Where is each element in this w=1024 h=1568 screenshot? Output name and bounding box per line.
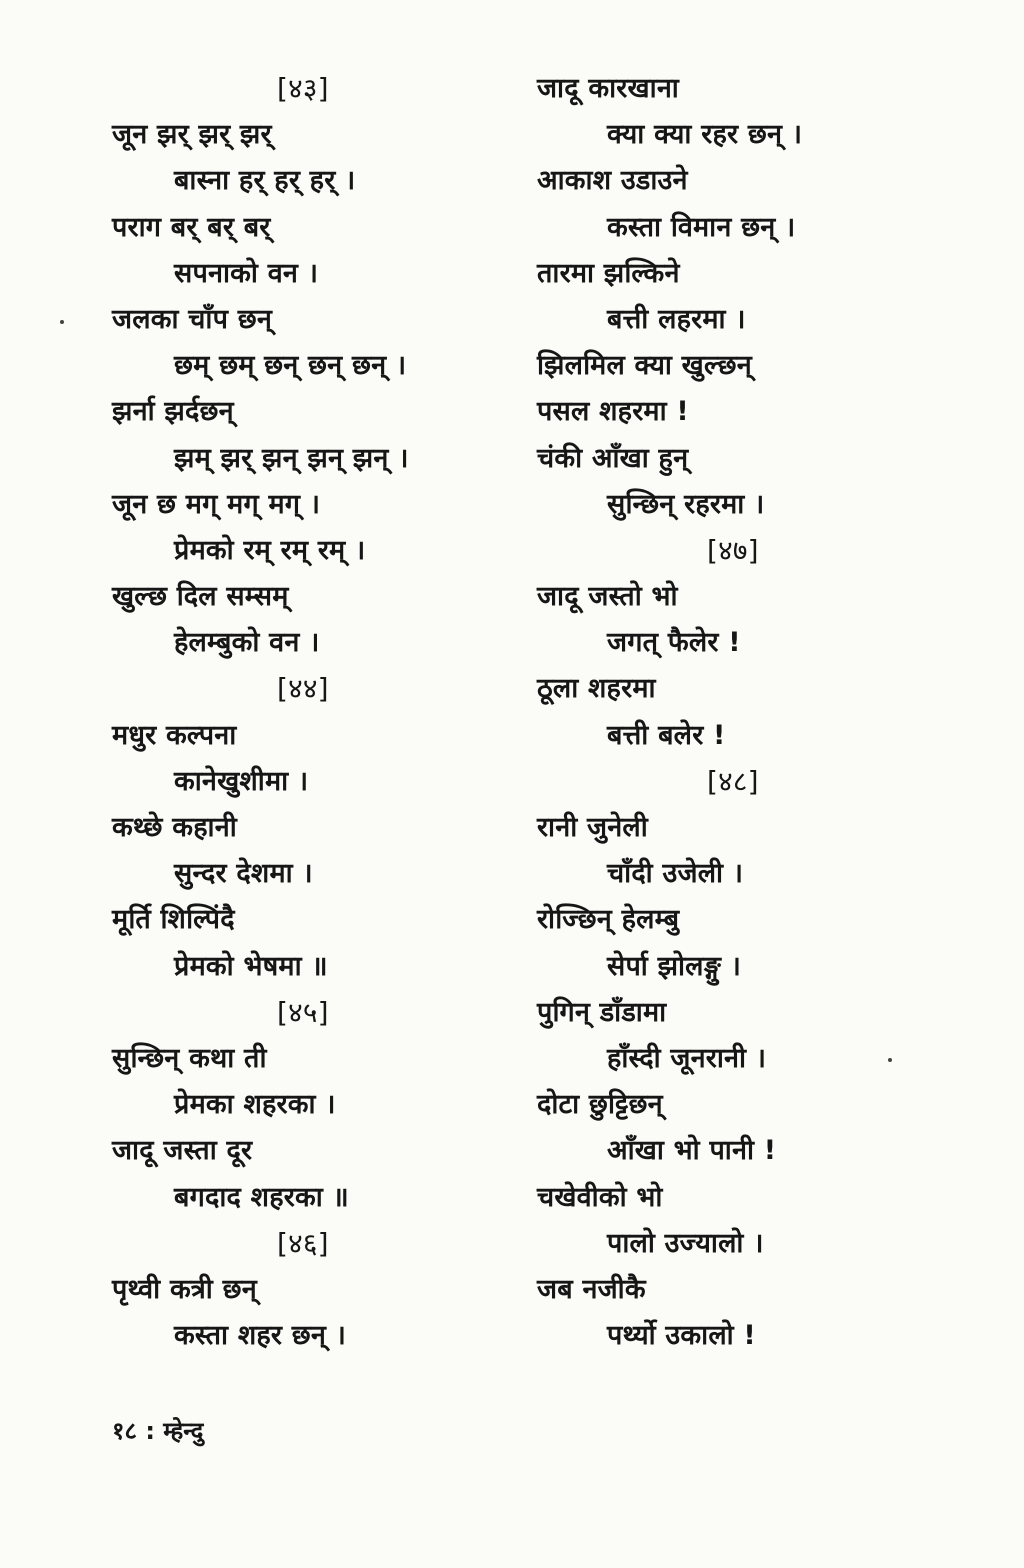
poem-line: जून झर् झर् झर् (112, 119, 272, 151)
poem-line: तारमा झल्किने (537, 257, 680, 289)
poem-line: आँखा भो पानी ! (607, 1135, 777, 1167)
page-footer: १८ : म्हेन्दु (112, 1417, 204, 1445)
poem-line: ठूला शहरमा (537, 673, 656, 705)
stanza-number: [४८] (707, 764, 759, 798)
poem-line: जादू कारखाना (537, 73, 679, 104)
poem-line: मधुर कल्पना (112, 719, 237, 751)
poem-line: जलका चाँप छन् (112, 303, 273, 335)
poem-line: चाँदी उजेली । (607, 858, 744, 890)
poem-line: कस्ता शहर छन् । (174, 1320, 347, 1352)
poem-line: बत्ती बलेर ! (607, 719, 726, 751)
poem-line: सेर्पा झोलङ्गु । (607, 950, 742, 982)
poem-line: हेलम्बुको वन । (174, 627, 320, 659)
poem-line: सुन्दर देशमा । (174, 858, 313, 890)
poem-line: क्या क्या रहर छन् । (607, 119, 803, 151)
poem-line: जब नजीकै (537, 1273, 646, 1305)
poem-line: पृथ्वी कत्री छन् (112, 1273, 257, 1305)
poem-line: पालो उज्यालो । (607, 1227, 764, 1259)
poem-line: झिलमिल क्या खुल्छन् (537, 350, 752, 382)
stanza-number: [४६] (277, 1226, 329, 1260)
poem-line: पुगिन् डाँडामा (537, 996, 667, 1028)
poem-line: रोज्छिन् हेलम्बु (537, 904, 680, 936)
poem-line: प्रेमको भेषमा ॥ (174, 950, 328, 982)
poem-line: छम् छम् छन् छन् छन् । (174, 350, 407, 382)
poem-line: पर्थ्यो उकालो ! (607, 1320, 756, 1352)
poem-line: पसल शहरमा ! (537, 396, 689, 428)
stanza-number: [४७] (707, 533, 759, 567)
poem-line: जादू जस्तो भो (537, 581, 678, 613)
poem-line: जादू जस्ता दूर (112, 1135, 253, 1167)
poem-line: दोटा छुट्टिछन् (537, 1089, 663, 1121)
poem-line: कस्ता विमान छन् । (607, 211, 796, 243)
poem-line: पराग बर् बर् बर् (112, 211, 271, 243)
stanza-number: [४३] (277, 72, 329, 105)
poem-line: प्रेमको रम् रम् रम् । (174, 534, 366, 566)
poem-line: खुल्छ दिल सम्सम् (112, 581, 289, 613)
poem-line: सुन्छिन् रहरमा । (607, 488, 765, 520)
poem-line: कथ्छे कहानी (112, 812, 237, 843)
speck-mark (888, 1058, 892, 1062)
stanza-number: [४५] (277, 995, 329, 1029)
right-poem-column (537, 66, 977, 1359)
stanza-number: [४४] (277, 672, 329, 706)
poem-line: कानेखुशीमा । (174, 765, 309, 797)
poem-line: जगत् फैलेर ! (607, 627, 741, 659)
poem-line: चखेवीको भो (537, 1181, 663, 1213)
poem-line: जून छ मग् मग् मग् । (112, 488, 321, 520)
poem-line: सपनाको वन । (174, 257, 319, 289)
poem-line: बगदाद शहरका ॥ (174, 1181, 349, 1213)
poem-line: बास्ना हर् हर् हर् । (174, 165, 356, 197)
left-poem-column (112, 66, 512, 1359)
speck-mark (60, 320, 64, 324)
poem-line: प्रेमका शहरका । (174, 1089, 336, 1121)
poem-line: हाँस्दी जूनरानी । (607, 1042, 767, 1074)
poem-line: रानी जुनेली (537, 812, 648, 843)
poem-line: झम् झर् झन् झन् झन् । (174, 442, 409, 474)
poem-line: बत्ती लहरमा । (607, 303, 746, 335)
poem-line: मूर्ति शिल्पिंदै (112, 904, 235, 936)
poem-line: सुन्छिन् कथा ती (112, 1042, 267, 1074)
poem-line: आकाश उडाउने (537, 165, 688, 197)
poem-line: चंकी आँखा हुन् (537, 442, 689, 474)
poem-line: झर्ना झर्दछन् (112, 396, 234, 428)
